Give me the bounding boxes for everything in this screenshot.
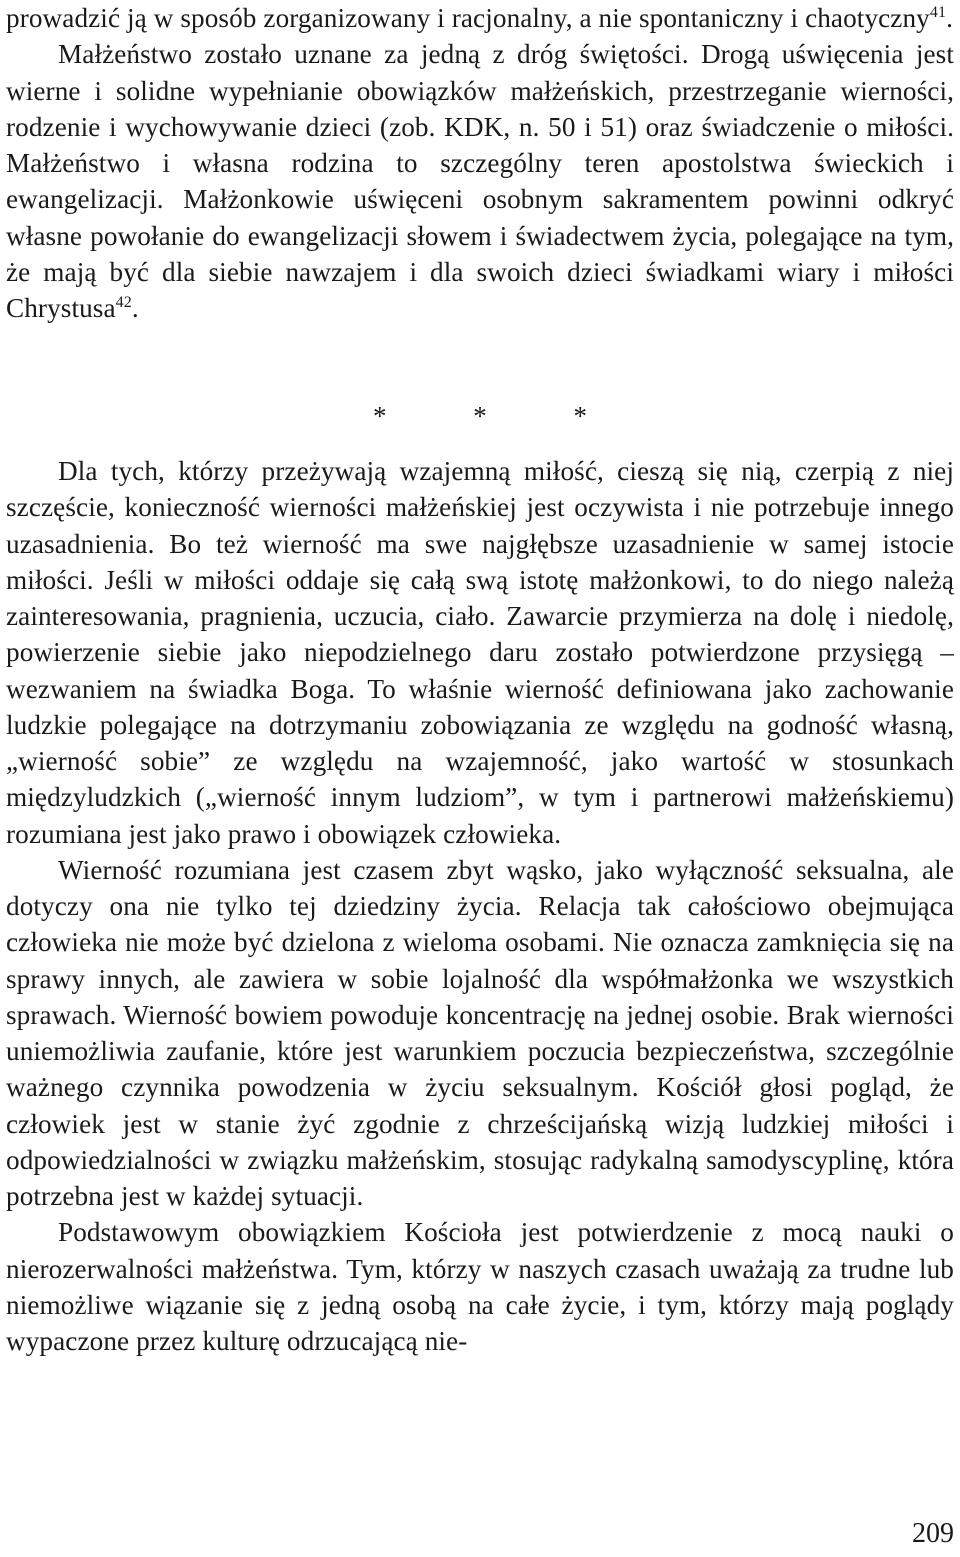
footnote-ref-41[interactable]: 41 <box>929 4 947 21</box>
paragraph-end: . <box>131 293 139 323</box>
paragraph-fidelity-scope: Wierność rozumiana jest czasem zbyt wąsko, jako wyłączność seksualna, ale dotyczy ona nie tylko tej dziedziny życia. Relacja tak całościowo obejmująca człowieka nie może być dzielona z wieloma osobami. Nie oznacza zamknięcia się na sprawy innych, ale zawiera w sobie lojalność dla współmałżonka we wszystkich sprawach. Wierność bowiem powoduje koncentrację na jednej osobie. Brak wierności uniemożliwia zaufanie, które jest warunkiem poczucia bezpieczeństwa, szczególnie ważnego czynnika powodzenia w życiu seksualnym. Kościół głosi pogląd, że człowiek jest w stanie żyć zgodnie z chrześcijańską wizją ludzkiej miłości i odpowiedzialności w związku małżeńskim, stosując radykalną samodyscyplinę, która potrzebna jest w każdej sytuacji. <box>6 854 954 1211</box>
paragraph-text: Małżeństwo zostało uznane za jedną z dróg świętości. Drogą uświęcenia jest wierne i solidne wypełnianie obowiązków małżeńskich, przestrzeganie wierności, rodzenie i wychowywanie dzieci (zob. KDK, n. 50 i 51) oraz świadczenie o miłości. Małżeństwo i własna rodzina to szczególny teren apostolstwa świeckich i ewangelizacji. Małżonkowie uświęceni osobnym sakramentem powinni odkryć własne powołanie do ewangelizacji słowem i świadectwem życia, polegające na tym, że mają być dla siebie nawzajem i dla swoich dzieci świadkami wiary i miłości Chrystusa <box>6 39 954 323</box>
text-block-top <box>6 0 954 326</box>
section-divider: * * * <box>373 401 627 431</box>
paragraph-fidelity-love: Dla tych, którzy przeżywają wzajemną miłość, cieszą się nią, czerpią z niej szczęście, konieczność wierności małżeńskiej jest oczywista i nie potrzebuje innego uzasadnienia. Bo też wierność ma swe najgłębsze uzasadnienie w samej istocie miłości. Jeśli w miłości oddaje się całą swą istotę małżonkowi, to do niego należą zainteresowania, pragnienia, uczucia, ciało. Zawarcie przymierza na dolę i niedolę, powierzenie siebie jako niepodzielnego daru zostało potwierdzone przysięgą – wezwaniem na świadka Boga. To właśnie wierność definiowana jako zachowanie ludzkie polegające na dotrzymaniu zobowiązania ze względu na godność własną, „wierność sobie” ze względu na wzajemność, jako wartość w stosunkach międzyludzkich („wierność innym ludziom”, w tym i partnerowi małżeńskiemu) rozumiana jest jako prawo i obowiązek człowieka. <box>6 456 954 849</box>
paragraph-continuation <box>6 0 954 36</box>
paragraph-text: prowadzić ją w sposób zorganizowany i racjonalny, a nie spontaniczny i chaotyczny <box>6 3 930 33</box>
paragraph-marriage-holiness <box>6 36 954 326</box>
paragraph-end: . <box>946 3 953 33</box>
text-block-bottom <box>6 453 954 1359</box>
page-number: 209 <box>912 1518 954 1549</box>
paragraph-church-duty: Podstawowym obowiązkiem Kościoła jest potwierdzenie z mocą nauki o nierozerwalności małżeństwa. Tym, którzy w naszych czasach uważają za trudne lub niemożliwe wiązanie się z jedną osobą na całe życie, i tym, którzy mają poglądy wypaczone przez kulturę odrzucającą nie- <box>6 1217 954 1356</box>
footnote-ref-42[interactable]: 42 <box>115 294 132 311</box>
